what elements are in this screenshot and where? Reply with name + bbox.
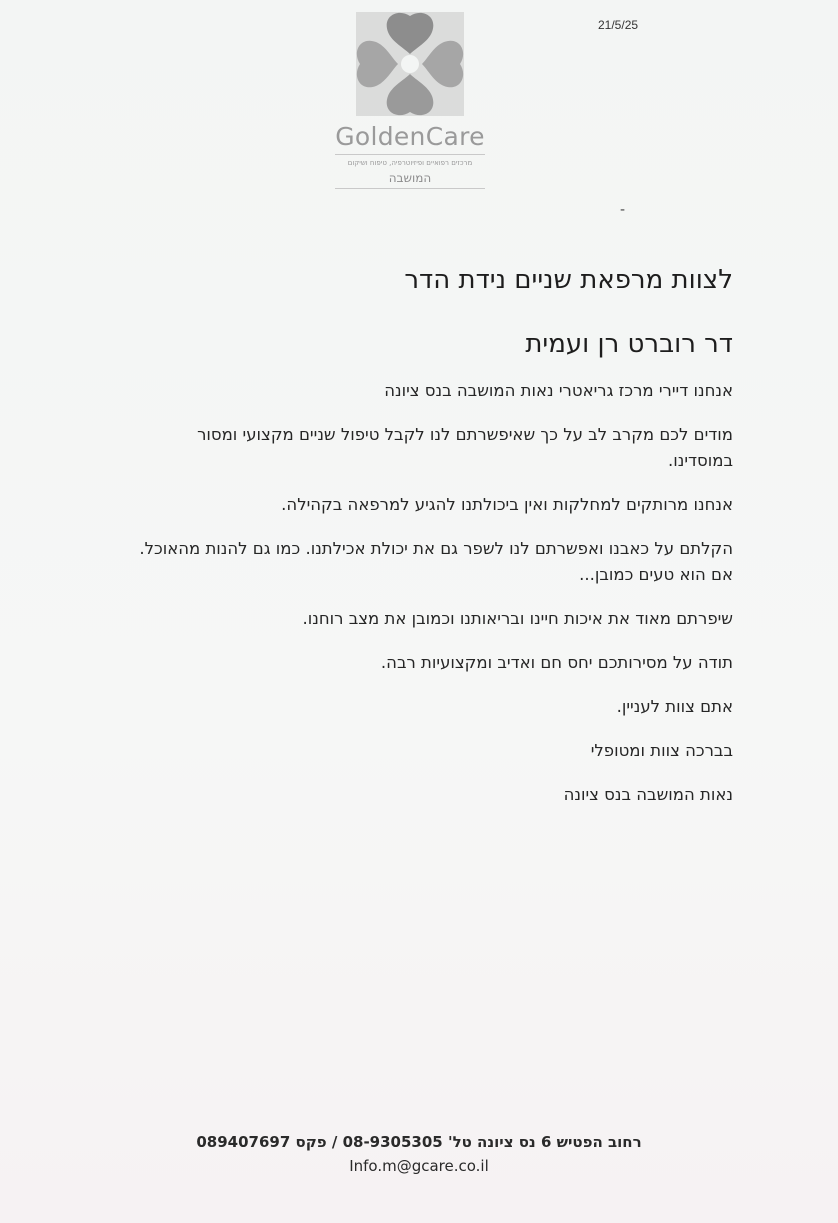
letter-paragraph: הקלתם על כאבנו ואפשרתם לנו לשפר גם את יכולת אכילתנו. כמו גם להנות מהאוכל. <box>139 539 733 558</box>
letter-paragraph: שיפרתם מאוד את איכות חיינו ובריאותנו וכמובן את מצב רוחנו. <box>302 609 733 628</box>
letter-recipient: לצוות מרפאת שניים נידת הדר <box>404 265 733 295</box>
goldencare-logo <box>330 10 490 189</box>
letter-recipient-names: דר רוברט רן ועמית <box>525 329 733 359</box>
letter-body <box>83 258 733 808</box>
dash-mark: - <box>620 202 626 218</box>
letter-paragraph: אתם צוות לעניין. <box>616 697 733 716</box>
logo-divider <box>335 188 485 189</box>
letter-paragraph: תודה על מסירותכם יחס חם ואדיב ומקצועיות רבה. <box>380 653 733 672</box>
logo-divider <box>335 154 485 155</box>
brand-name: GoldenCare <box>335 122 485 151</box>
footer-address: רחוב הפטיש 6 נס ציונה טל' 08-9305305 / פקס 089407697 <box>196 1133 642 1151</box>
hearts-emblem-icon <box>354 10 466 118</box>
letter-date: 21/5/25 <box>598 18 639 32</box>
letter-footer <box>0 1133 838 1175</box>
letter-paragraph: אנחנו מרותקים למחלקות ואין ביכולתנו להגיע למרפאה בקהילה. <box>281 495 733 514</box>
letter-paragraph: מודים לכם מקרב לב על כך שאיפשרתם לנו לקבל טיפול שניים מקצועי ומסור <box>197 425 733 444</box>
branch-name: המושבה <box>388 171 432 185</box>
letter-signature: נאות המושבה בנס ציונה <box>563 785 733 804</box>
brand-tagline: מרכזים רפואיים ופיזיוטרפיה, טיפוח ושיקום <box>347 159 473 167</box>
letter-paragraph-continued: במוסדינו. <box>668 451 733 470</box>
letter-paragraph: אנחנו דיירי מרכז גריאטרי נאות המושבה בנס ציונה <box>384 381 733 400</box>
letter-paragraph-continued: אם הוא טעים כמובן... <box>579 565 733 584</box>
letter-closing: בברכה צוות ומטופלי <box>590 741 733 760</box>
footer-email: Info.m@gcare.co.il <box>349 1157 489 1175</box>
